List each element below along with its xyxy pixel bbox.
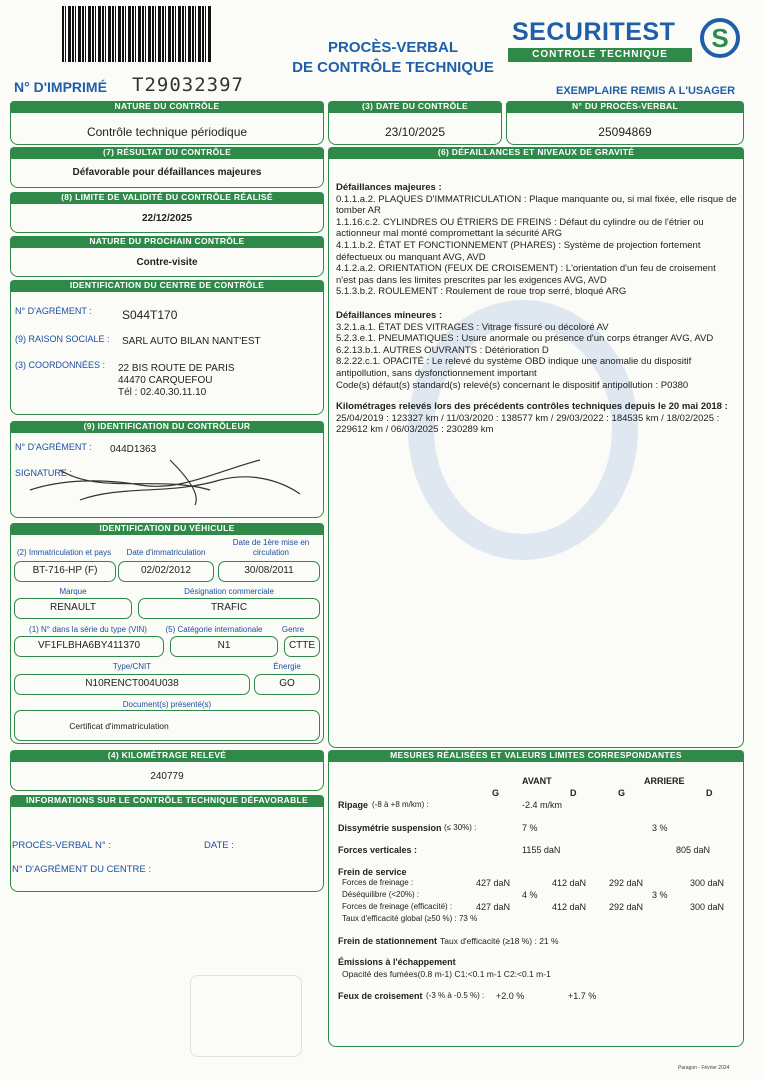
mesures-header: MESURES RÉALISÉES ET VALEURS LIMITES CORRESPONDANTES xyxy=(328,750,744,761)
immat-label: (2) Immatriculation et pays xyxy=(16,548,112,557)
majeure-item: 4.1.2.a.2. ORIENTATION (FEUX DE CROISEMENT) : L'orientation d'un feu de croisement n'est pas dans les limites prescrites par les exigences AVG, AVD xyxy=(336,263,716,286)
feux-limit: (-3 % à -0.5 %) : xyxy=(426,991,485,1000)
barcode xyxy=(62,6,212,62)
designation-label: Désignation commerciale xyxy=(184,587,274,596)
pv-header: N° DU PROCÈS-VERBAL xyxy=(506,101,744,112)
mise-circ-field: 30/08/2011 xyxy=(218,561,320,582)
nature-value: Contrôle technique périodique xyxy=(86,125,248,139)
deseq-label: Déséquilibre (<20%) : xyxy=(342,890,420,899)
defav-agrement-label: N° D'AGRÉMENT DU CENTRE : xyxy=(12,864,151,875)
centre-raison-label: (9) RAISON SOCIALE : xyxy=(15,334,110,344)
defaillances-content xyxy=(336,182,738,436)
vin-label: (1) N° dans la série du type (VIN) xyxy=(29,625,147,634)
vin-field: VF1FLBHA6BY411370 xyxy=(14,636,164,657)
majeure-item: 5.1.3.b.2. ROULEMENT : Roulement de roue trop serré, bloqué ARG xyxy=(336,286,627,298)
date-header: (3) DATE DU CONTRÔLE xyxy=(328,101,502,112)
title-line1: PROCÈS-VERBAL xyxy=(327,39,458,56)
majeure-item: 1.1.16.c.2. CYLINDRES OU ÉTRIERS DE FREINS : Défaut du cylindre ou de l'étrier ou actionneur mal monté compromettant la sécurité ARG xyxy=(336,216,704,240)
ffe-label: Forces de freinage (efficacité) : xyxy=(342,902,453,911)
ffe-arg: 292 daN xyxy=(609,902,644,912)
type-label: Type/CNIT xyxy=(112,662,152,671)
defavorable-header: INFORMATIONS SUR LE CONTRÔLE TECHNIQUE DÉFAVORABLE xyxy=(10,795,324,806)
signature-label: SIGNATURE : xyxy=(15,468,72,478)
feux-label: Feux de croisement xyxy=(338,991,423,1001)
brand-sub: CONTROLE TECHNIQUE xyxy=(508,48,692,62)
ripage-limit: (-8 à +8 m/km) : xyxy=(372,800,429,809)
centre-addr2: 44470 CARQUEFOU xyxy=(118,375,213,386)
majeure-item: 0.1.1.a.2. PLAQUES D'IMMATRICULATION : Plaque manquante ou, si mal fixée, elle risque de tomber AR xyxy=(336,193,737,217)
page-title xyxy=(284,38,502,78)
marque-field: RENAULT xyxy=(14,598,132,619)
cat-label: (5) Catégorie internationale xyxy=(165,625,263,634)
brand-s-icon: S xyxy=(700,18,740,58)
mineure-item: 3.2.1.a.1. ÉTAT DES VITRAGES : Vitrage fissuré ou décoloré AV xyxy=(336,321,609,333)
frein-service-label: Frein de service xyxy=(338,867,407,877)
feux-d: +1.7 % xyxy=(568,991,597,1001)
pv-value: 25094869 xyxy=(598,125,652,139)
mineure-item: Code(s) défaut(s) standard(s) relevé(s) concernant le dispositif antipollution : P0380 xyxy=(336,379,689,391)
type-field: N10RENCT004U038 xyxy=(14,674,250,695)
resultat-value: Défavorable pour défaillances majeures xyxy=(72,167,262,178)
footer-text: Paragon - Février 2024 xyxy=(678,1065,730,1071)
dissym-limit: (≤ 30%) : xyxy=(444,823,477,832)
forces-vert-ar: 805 daN xyxy=(676,845,711,855)
ff-avg: 427 daN xyxy=(476,878,511,888)
docs-value: Certificat d'immatriculation xyxy=(69,721,169,731)
date-immat-label: Date d'immatriculation xyxy=(126,548,206,557)
brand-logo xyxy=(508,16,750,66)
mineures-title: Défaillances mineures : xyxy=(336,309,443,321)
resultat-header: (7) RÉSULTAT DU CONTRÔLE xyxy=(10,147,324,158)
ff-arg: 292 daN xyxy=(609,878,644,888)
col-g-ar: G xyxy=(618,788,626,798)
marque-label: Marque xyxy=(59,587,87,596)
majeure-item: 4.1.1.b.2. ÉTAT ET FONCTIONNEMENT (PHARES) : Système de projection fortement défectueux ou manquant AVG, AVD xyxy=(336,239,701,263)
defav-pv-label: PROCÈS-VERBAL N° : xyxy=(12,840,111,851)
mineure-item: 5.2.3.e.1. PNEUMATIQUES : Usure anormale ou présence d'un corps étranger AVG, AVD xyxy=(336,333,714,345)
designation-field: TRAFIC xyxy=(138,598,320,619)
centre-agrement-value: S044T170 xyxy=(122,308,178,322)
ffe-avd: 412 daN xyxy=(552,902,587,912)
docs-label: Document(s) présenté(s) xyxy=(122,700,212,709)
centre-coord-label: (3) COORDONNÉES : xyxy=(15,360,106,370)
immat-field: BT-716-HP (F) xyxy=(14,561,116,582)
forces-vert-av: 1155 daN xyxy=(522,845,561,855)
exemplaire-label: EXEMPLAIRE REMIS A L'USAGER xyxy=(556,85,736,97)
energie-label: Énergie xyxy=(273,662,301,671)
signature-mark xyxy=(20,450,310,510)
taux-global: Taux d'efficacité global (≥50 %) : 73 % xyxy=(342,914,478,923)
controleur-agrement-label: N° D'AGRÉMENT : xyxy=(15,442,92,452)
col-d-ar: D xyxy=(706,788,713,798)
date-value: 23/10/2025 xyxy=(384,125,446,139)
ripage-value: -2.4 m/km xyxy=(522,800,563,810)
stationnement-value: Taux d'efficacité (≥18 %) : 21 % xyxy=(440,936,559,946)
deseq-ar: 3 % xyxy=(652,890,668,900)
km-history-title: Kilométrages relevés lors des précédents contrôles techniques depuis le 20 mai 2018 : xyxy=(336,401,728,413)
stamp-area xyxy=(190,975,302,1057)
ripage-label: Ripage xyxy=(338,800,369,810)
km-header: (4) KILOMÉTRAGE RELEVÉ xyxy=(10,750,324,761)
date-immat-field: 02/02/2012 xyxy=(118,561,214,582)
controleur-agrement-value: 044D1363 xyxy=(110,444,157,455)
centre-addr1: 22 BIS ROUTE DE PARIS xyxy=(118,363,235,374)
ff-label: Forces de freinage : xyxy=(342,878,414,887)
stationnement-label: Frein de stationnement xyxy=(338,936,438,946)
validite-value: 22/12/2025 xyxy=(141,213,193,224)
prochain-header: NATURE DU PROCHAIN CONTRÔLE xyxy=(10,236,324,247)
opacite-value: Opacité des fumées(0.8 m-1) C1:<0.1 m-1 C2:<0.1 m-1 xyxy=(342,969,551,979)
nature-header: NATURE DU CONTRÔLE xyxy=(10,101,324,112)
imprime-number: T29032397 xyxy=(132,74,244,96)
ff-avd: 412 daN xyxy=(552,878,587,888)
imprime-label: N° D'IMPRIMÉ xyxy=(14,79,107,95)
defaillances-header: (6) DÉFAILLANCES ET NIVEAUX DE GRAVITÉ xyxy=(328,147,744,158)
title-line2: DE CONTRÔLE TECHNIQUE xyxy=(292,59,494,76)
mise-circ-label: Date de 1ère mise en circulation xyxy=(232,538,310,557)
forces-vert-label: Forces verticales : xyxy=(338,845,418,855)
genre-field: CTTE xyxy=(284,636,320,657)
col-g-av: G xyxy=(492,788,500,798)
prochain-value: Contre-visite xyxy=(136,257,198,268)
ffe-avg: 427 daN xyxy=(476,902,511,912)
validite-header: (8) LIMITE DE VALIDITÉ DU CONTRÔLE RÉALISÉ xyxy=(10,192,324,203)
cat-field: N1 xyxy=(170,636,278,657)
dissym-av: 7 % xyxy=(522,823,538,833)
defav-date-label: DATE : xyxy=(204,840,234,851)
centre-agrement-label: N° D'AGRÉMENT : xyxy=(15,306,92,316)
energie-field: GO xyxy=(254,674,320,695)
genre-label: Genre xyxy=(281,625,305,634)
mineure-item: 8.2.22.c.1. OPACITÉ : Le relevé du système OBD indique une anomalie du dispositif antipollution, sans dysfonctionnement important xyxy=(336,356,692,379)
km-value: 240779 xyxy=(150,771,184,782)
km-history: 25/04/2019 : 123327 km / 11/03/2020 : 138577 km / 29/03/2022 : 184535 km / 18/02/2025 : 229612 km / 06/03/2025 : 230289 km xyxy=(336,412,720,436)
ffe-ard: 300 daN xyxy=(690,902,725,912)
centre-raison-value: SARL AUTO BILAN NANT'EST xyxy=(122,336,261,347)
brand-name: SECURITEST xyxy=(512,18,676,46)
centre-tel: Tél : 02.40.30.11.10 xyxy=(118,387,207,398)
vehicule-header: IDENTIFICATION DU VÉHICULE xyxy=(10,523,324,534)
controleur-header: (9) IDENTIFICATION DU CONTRÔLEUR xyxy=(10,421,324,432)
deseq-av: 4 % xyxy=(522,890,538,900)
dissym-label: Dissymétrie suspension xyxy=(338,823,442,833)
avant-label: AVANT xyxy=(522,776,552,786)
arriere-label: ARRIERE xyxy=(644,776,685,786)
ff-ard: 300 daN xyxy=(690,878,725,888)
emissions-label: Émissions à l'échappement xyxy=(338,957,456,967)
dissym-ar: 3 % xyxy=(652,823,668,833)
feux-g: +2.0 % xyxy=(496,991,525,1001)
mineure-item: 6.2.13.b.1. AUTRES OUVRANTS : Détérioration D xyxy=(336,344,549,356)
col-d-av: D xyxy=(570,788,577,798)
majeures-title: Défaillances majeures : xyxy=(336,182,442,193)
centre-header: IDENTIFICATION DU CENTRE DE CONTRÔLE xyxy=(10,280,324,291)
